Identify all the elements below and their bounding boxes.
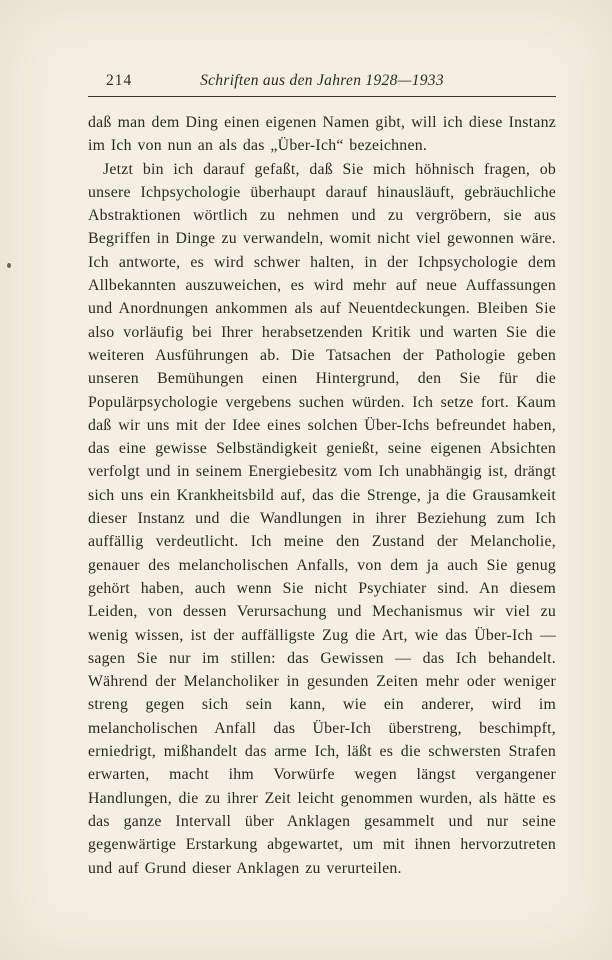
- header-rule: [88, 96, 556, 97]
- paragraph-continued: daß man dem Ding einen eigenen Namen gibt, will ich diese Instanz im Ich von nun an als das „Über-Ich“ bezeichnen.: [88, 114, 556, 155]
- running-header-title: Schriften aus den Jahren 1928—1933: [200, 72, 444, 89]
- text-block: [88, 72, 556, 880]
- paragraph-melancholie: Jetzt bin ich darauf gefaßt, daß Sie mich höhnisch fragen, ob unsere Ichpsychologie überhaupt darauf hinausläuft, gebräuchliche Abstraktionen wörtlich zu nehmen und zu vergröbern, sie aus Begriffen in Dinge zu verwandeln, womit nicht viel gewonnen wäre. Ich antworte, es wird schwer halten, in der Ichpsychologie dem Allbekannten auszuweichen, es wird mehr auf neue Auffassungen und Anordnungen ankommen als auf Neuentdeckungen. Bleiben Sie also vorläufig bei Ihrer herabsetzenden Kritik und warten Sie die weiteren Ausführungen ab. Die Tatsachen der Pathologie geben unseren Bemühungen einen Hintergrund, den Sie für die Populärpsychologie vergebens suchen würden. Ich setze fort. Kaum daß wir uns mit der Idee eines solchen Über-Ichs befreundet haben, das eine gewisse Selbständigkeit genießt, seine eigenen Absichten verfolgt und in seinem Energiebesitz vom Ich unabhängig ist, drängt sich uns ein Krankheitsbild auf, das die Strenge, ja die Grausamkeit dieser Instanz und die Wandlungen in ihrer Beziehung zum Ich auffällig verdeutlicht. Ich meine den Zustand der Melancholie, genauer des melancholischen Anfalls, von dem ja auch Sie genug gehört haben, auch wenn Sie nicht Psychiater sind. An diesem Leiden, von dessen Verursachung und Mechanismus wir viel zu wenig wissen, ist der auffälligste Zug die Art, wie das Über-Ich — sagen Sie nur im stillen: das Gewissen — das Ich behandelt. Während der Melancholiker in gesunden Zeiten mehr oder weniger streng gegen sich sein kann, wie ein anderer, wird im melancholischen Anfall das Über-Ich überstreng, beschimpft, erniedrigt, mißhandelt das arme Ich, läßt es die schwersten Strafen erwarten, macht ihm Vorwürfe wegen längst vergangener Handlungen, die zu ihrer Zeit leicht genommen wurden, als hätte es das ganze Intervall über Anklagen gesammelt und nur seine gegenwärtige Erstarkung abgewartet, um mit ihnen hervorzutreten und auf Grund dieser Anklagen zu verurteilen.: [88, 160, 556, 877]
- page-body: [88, 111, 556, 880]
- page-number: 214: [106, 72, 133, 89]
- running-head: [88, 72, 556, 93]
- ink-speck: [7, 263, 11, 268]
